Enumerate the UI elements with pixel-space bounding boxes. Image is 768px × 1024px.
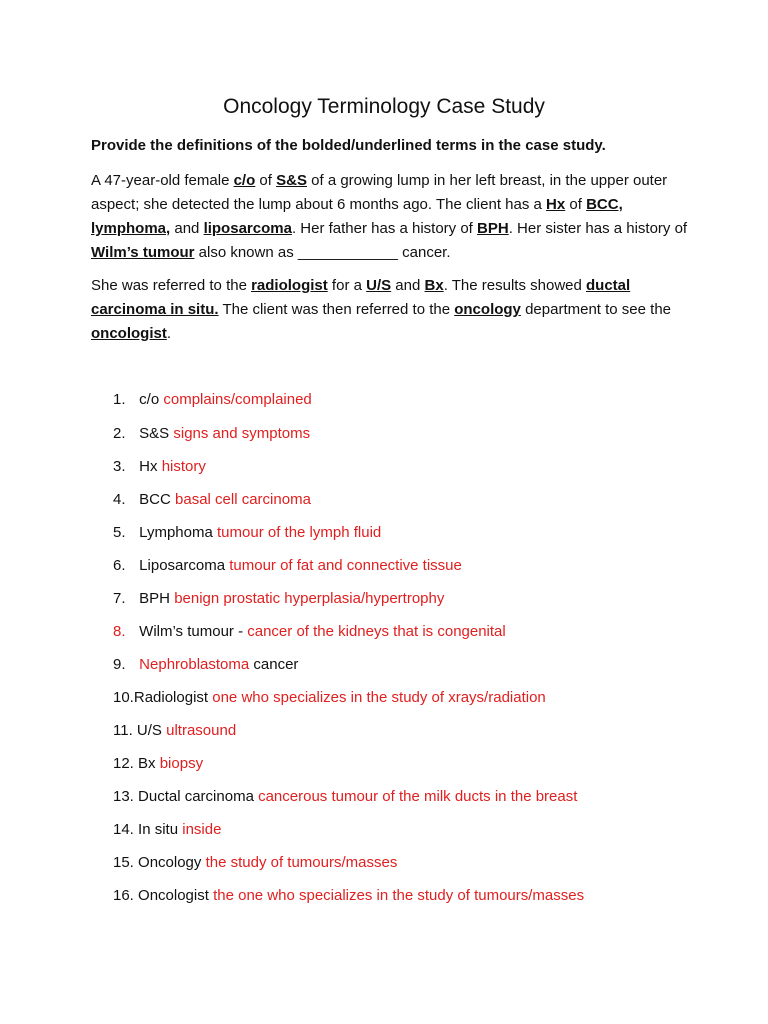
text: and	[391, 277, 425, 294]
item-term: c/o	[139, 391, 160, 408]
text: She was referred to the	[91, 277, 252, 294]
item-number: 9.	[113, 656, 126, 673]
list-item	[113, 852, 713, 874]
term-oncologist: oncologist	[91, 325, 167, 342]
term-wilms-tumour: Wilm’s tumour	[91, 244, 195, 261]
item-number: 12.	[113, 755, 134, 772]
list-item	[113, 588, 713, 610]
item-term: S&S	[139, 425, 170, 442]
page-title: Oncology Terminology Case Study	[223, 95, 545, 118]
item-definition: tumour of fat and connective tissue	[229, 557, 462, 574]
text: The client was then referred to the	[218, 301, 455, 318]
term-us: U/S	[366, 277, 392, 294]
item-number: 8.	[113, 623, 126, 640]
list-item	[113, 522, 713, 544]
item-term: Lymphoma	[139, 524, 213, 541]
list-item	[113, 819, 713, 841]
item-number: 5.	[113, 524, 126, 541]
text: of	[565, 196, 587, 213]
item-term: BCC	[139, 491, 171, 508]
list-item	[113, 456, 713, 478]
list-item	[113, 489, 713, 511]
list-item	[113, 423, 713, 445]
item-definition: signs and symptoms	[173, 425, 311, 442]
item-term: Radiologist	[133, 689, 209, 706]
item-number: 4.	[113, 491, 126, 508]
item-number: 11.	[113, 722, 133, 739]
item-term: Liposarcoma	[139, 557, 226, 574]
list-item	[113, 687, 713, 709]
instructions: Provide the definitions of the bolded/underlined terms in the case study.	[91, 137, 606, 154]
list-item	[113, 753, 713, 775]
item-definition: tumour of the lymph fluid	[217, 524, 382, 541]
item-term: In situ	[138, 821, 179, 838]
item-definition: inside	[182, 821, 222, 838]
term-ductal-carcinoma: ductal carcinoma in situ.	[91, 277, 631, 318]
term-s-and-s: S&S	[276, 172, 307, 189]
text: department to see the	[520, 301, 672, 318]
text: A 47-year-old female	[91, 172, 234, 189]
item-definition: complains/complained	[163, 391, 312, 408]
item-definition: cancer	[253, 656, 299, 673]
item-definition: the one who specializes in the study of tumours/masses	[213, 887, 585, 904]
case-paragraph-1	[91, 169, 691, 265]
item-term: Hx	[139, 458, 158, 475]
list-item	[113, 621, 713, 643]
item-number: 6.	[113, 557, 126, 574]
term-c-o: c/o	[233, 172, 256, 189]
case-paragraph-2	[91, 274, 691, 346]
item-number: 14.	[113, 821, 134, 838]
item-term: Bx	[138, 755, 156, 772]
term-bx: Bx	[424, 277, 444, 294]
item-definition: benign prostatic hyperplasia/hypertrophy	[174, 590, 445, 607]
item-term: Wilm’s tumour -	[139, 623, 244, 640]
item-number: 1.	[113, 391, 126, 408]
text: also known as ____________ cancer.	[194, 244, 451, 261]
item-definition: biopsy	[159, 755, 204, 772]
item-definition: history	[161, 458, 206, 475]
term-bcc-lymphoma: BCC, lymphoma,	[91, 196, 623, 237]
term-oncology: oncology	[454, 301, 521, 318]
list-item	[113, 786, 713, 808]
item-number: 15.	[113, 854, 134, 871]
list-item	[113, 555, 713, 577]
item-number: 2.	[113, 425, 126, 442]
text: . Her father has a history of	[291, 220, 478, 237]
list-item	[113, 720, 713, 742]
item-term: Oncology	[138, 854, 202, 871]
text: for a	[327, 277, 367, 294]
item-definition: ultrasound	[166, 722, 237, 739]
item-term: Oncologist	[138, 887, 209, 904]
term-liposarcoma: liposarcoma	[203, 220, 292, 237]
item-definition: cancer of the kidneys that is congenital	[247, 623, 506, 640]
item-number: 7.	[113, 590, 126, 607]
text: of	[255, 172, 277, 189]
text: and	[170, 220, 204, 237]
item-definition: the study of tumours/masses	[205, 854, 398, 871]
item-definition: cancerous tumour of the milk ducts in the breast	[258, 788, 578, 805]
text: of a growing lump in her left breast, in the upper outer aspect; she detected the lump about 6 months ago. The client has a	[91, 172, 668, 213]
item-number: 3.	[113, 458, 126, 475]
list-item	[113, 389, 713, 411]
text: .	[166, 325, 171, 342]
item-number: 10.	[113, 689, 134, 706]
item-term: Ductal carcinoma	[138, 788, 259, 805]
text: . The results showed	[443, 277, 586, 294]
term-bph: BPH	[477, 220, 509, 237]
item-number: 13.	[113, 788, 134, 805]
item-term: BPH	[139, 590, 171, 607]
term-hx: Hx	[546, 196, 566, 213]
list-item	[113, 885, 713, 907]
item-number: 16.	[113, 887, 134, 904]
item-definition: one who specializes in the study of xrays/radiation	[212, 689, 546, 706]
item-term: U/S	[136, 722, 162, 739]
list-item	[113, 654, 713, 676]
text: . Her sister has a history of	[508, 220, 688, 237]
item-term: Nephroblastoma	[139, 656, 250, 673]
item-definition: basal cell carcinoma	[175, 491, 311, 508]
term-radiologist: radiologist	[251, 277, 328, 294]
